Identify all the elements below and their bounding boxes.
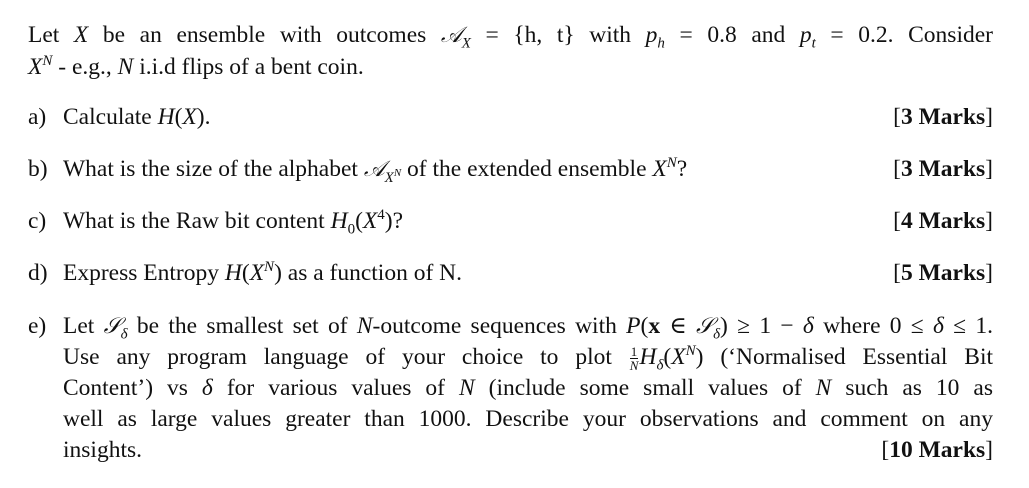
question-e-line-4: well as large values greater than 1000. Describe your observations and comment on any [63, 406, 993, 432]
intro-text: - e.g., [52, 54, 118, 80]
question-e-line-5: insights. [63, 437, 143, 463]
symbol-N: N [117, 54, 134, 80]
question-label: d) [28, 260, 48, 286]
question-text: What is the Raw bit content $H_0(X^4)$? [63, 207, 404, 238]
question-label: c) [28, 208, 47, 234]
intro-line-2 [28, 52, 364, 82]
prob-symbol: p [799, 22, 812, 48]
intro-text: = 0.2. Consider [815, 22, 993, 48]
question-e [28, 311, 993, 471]
prob-subscript: t [811, 35, 816, 52]
symbol-X: X [73, 22, 89, 48]
intro-text: i.i.d flips of a bent coin. [133, 54, 364, 80]
question-e-line-3: Content’) vs δ for various values of N (include some small values of N such as 10 as [63, 375, 993, 401]
marks-badge: [5 Marks] [893, 260, 993, 286]
fraction: $\frac{1}{N}$ [629, 344, 639, 374]
question-label: e) [28, 313, 47, 339]
intro-text: = 0.8 and [664, 22, 800, 48]
question-text: Calculate H(X). [63, 104, 211, 130]
marks-badge: [3 Marks] [893, 104, 993, 130]
question-e-line-1: Let 𝒮$_\delta$ be the smallest set of N-outcome sequences with P(x ∈ 𝒮$_\delta$) ≥ 1 − δ where 0 ≤ δ ≤ 1. [63, 313, 993, 343]
alphabet-subscript: X [461, 35, 471, 52]
marks-badge: [10 Marks] [881, 437, 993, 463]
symbol-X: X [28, 54, 43, 80]
marks-badge: [3 Marks] [893, 156, 993, 182]
intro-line-1 [28, 20, 993, 51]
intro-text: be an ensemble with outcomes [88, 22, 441, 48]
superscript-N: N [42, 53, 53, 70]
question-e-line-2: Use any program language of your choice to plot $\frac{1}{N}$ $H_\delta(X^N)$ (‘Normalised Essential Bit [63, 343, 994, 374]
question-text [63, 311, 993, 466]
intro-text: Let [28, 22, 74, 48]
question-label: a) [28, 104, 47, 130]
question-text: Express Entropy $H(X^N)$ as a function of N. [63, 259, 463, 286]
intro-text: = {h, t} with [470, 22, 646, 48]
marks-badge: [4 Marks] [893, 208, 993, 234]
question-text: What is the size of the alphabet 𝒜$_{X^N}$ of the extended ensemble $X^N$? [63, 155, 688, 186]
prob-symbol: p [645, 22, 658, 48]
question-label: b) [28, 156, 48, 182]
prob-subscript: h [657, 35, 665, 52]
alphabet-symbol: 𝒜 [440, 23, 462, 48]
